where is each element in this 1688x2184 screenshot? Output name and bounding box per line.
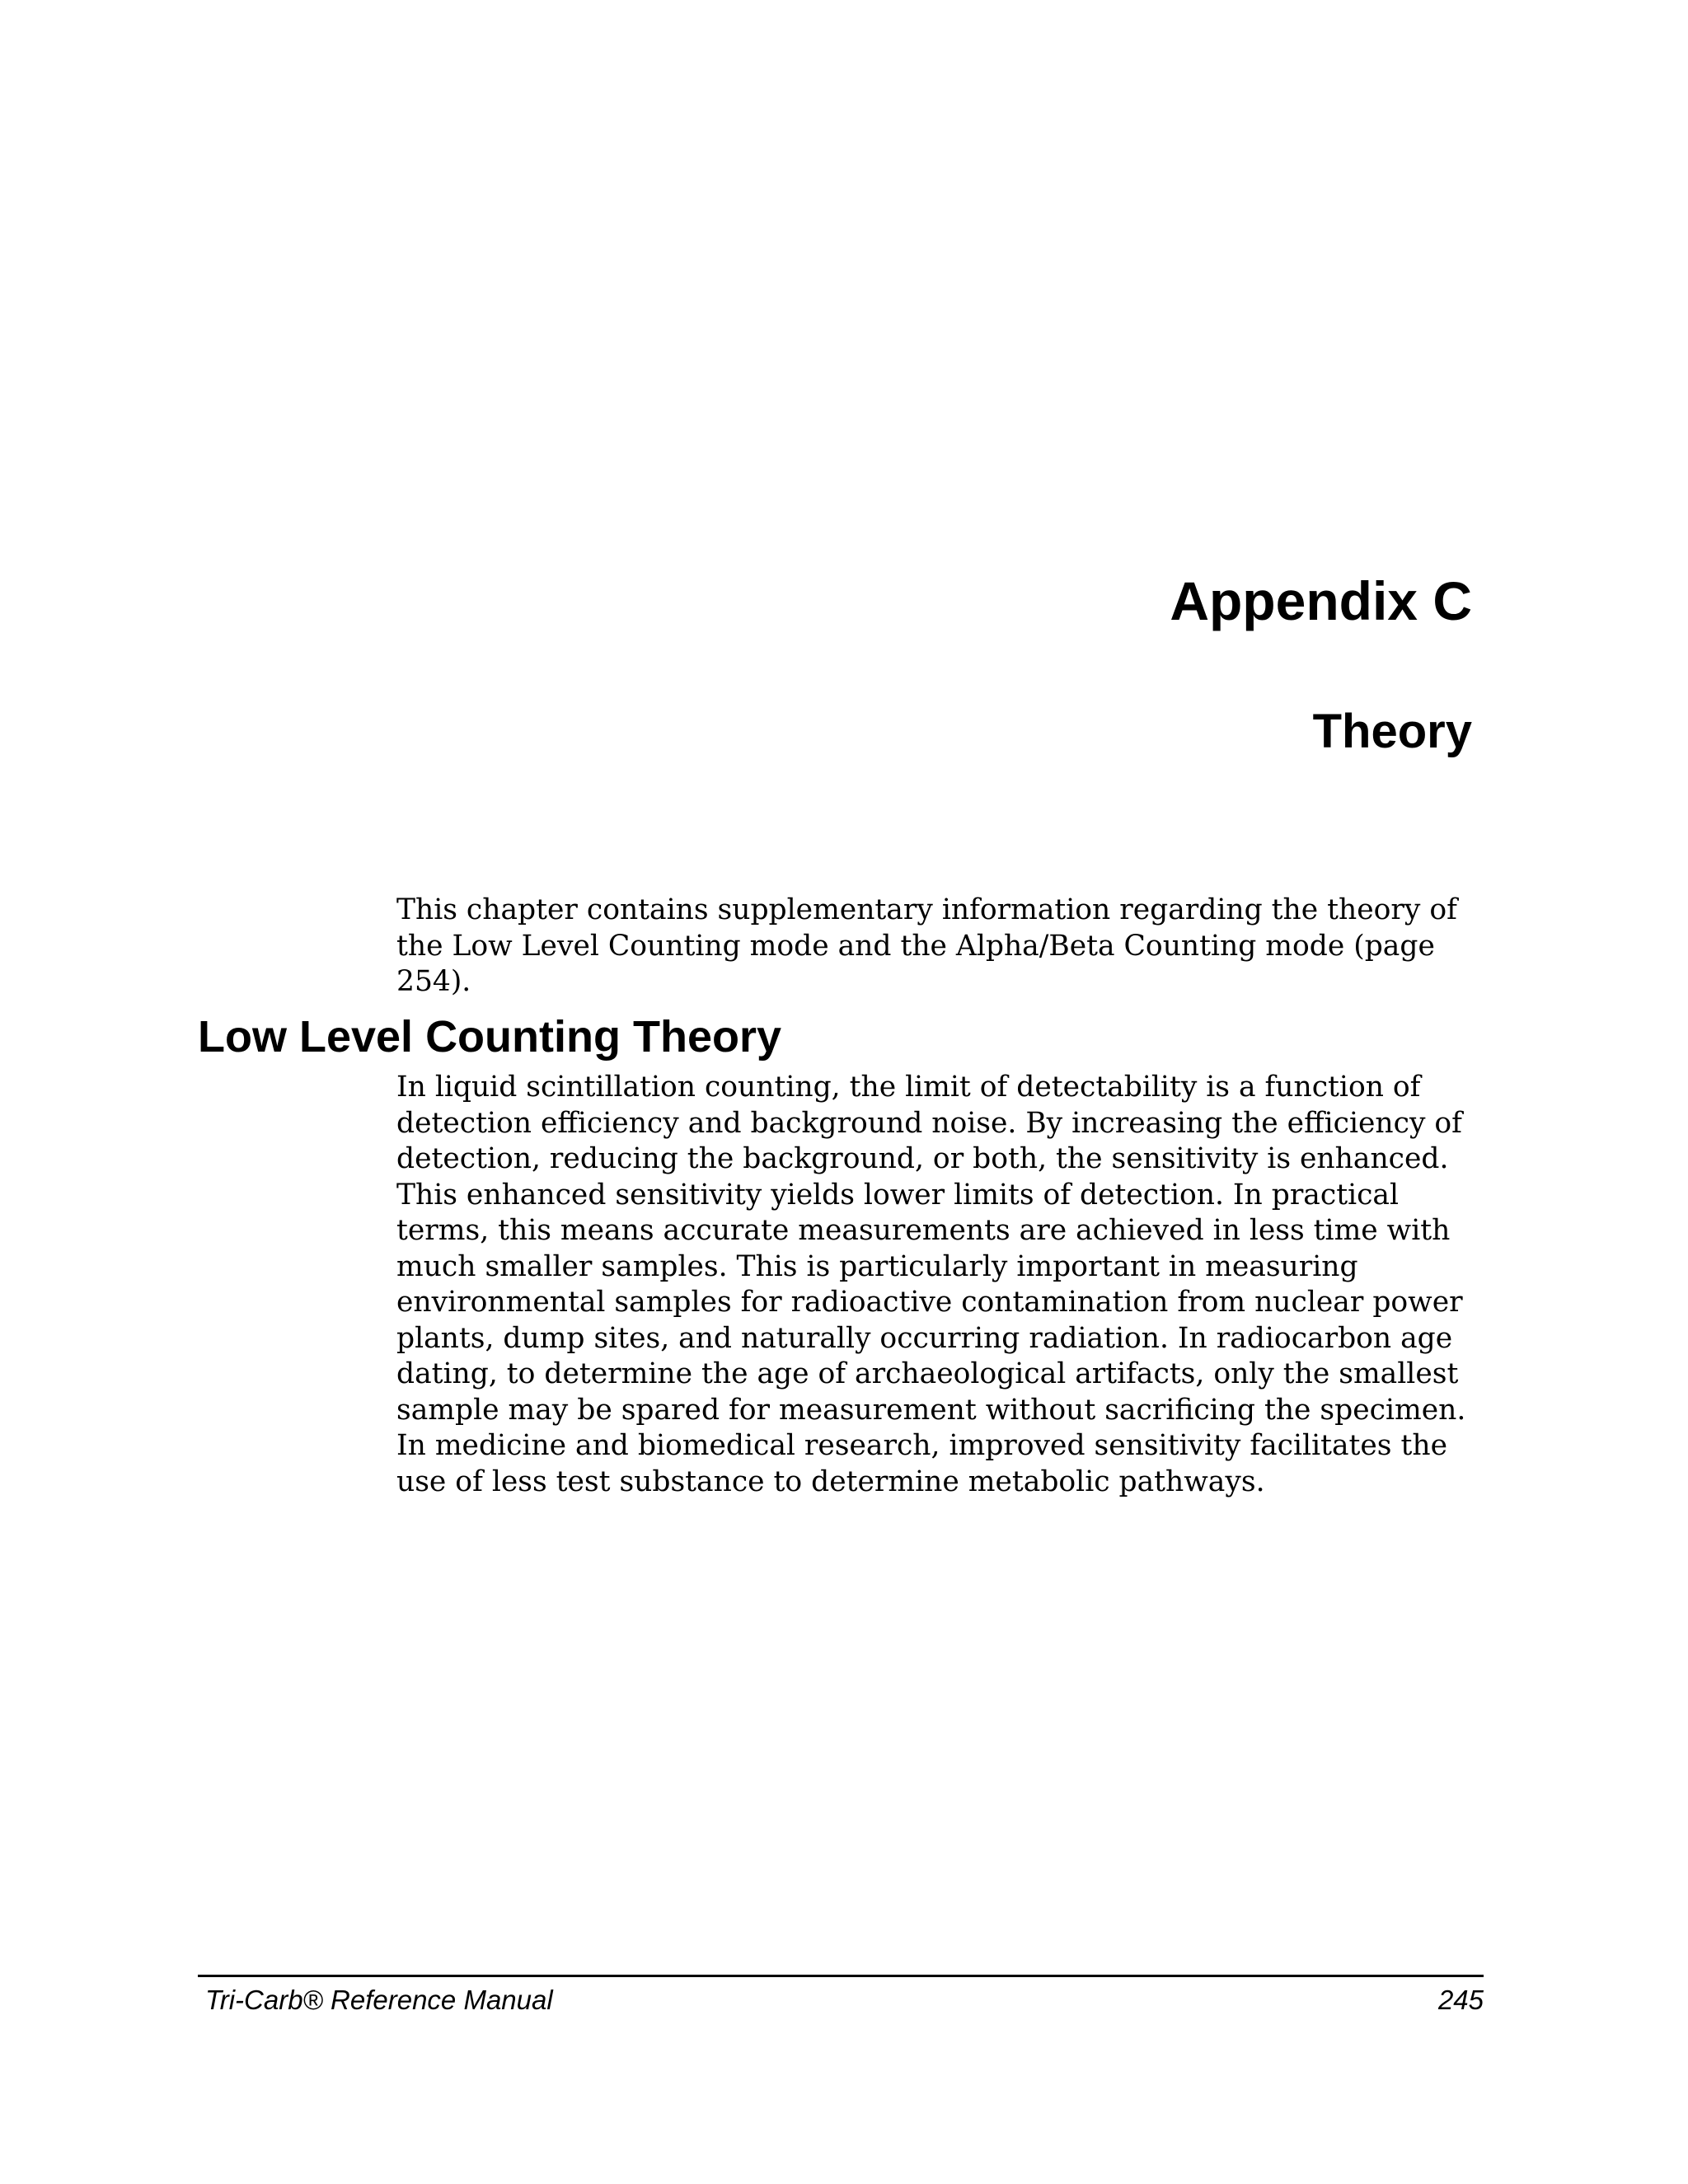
footer-divider xyxy=(198,1975,1484,1977)
section-body-paragraph: In liquid scintillation counting, the limit of detectability is a function of detection efficiency and background noise. By increasing the efficiency of detection, reducing the background, or both, the sensitivity is enhanced. This enhanced sensitivity yields lower limits of detection. In practical terms, this means accurate measurements are achieved in less time with much smaller samples. This is particularly important in measuring environmental samples for radioactive contamination from nuclear power plants, dump sites, and naturally occurring radiation. In radiocarbon age dating, to determine the age of archaeological artifacts, only the smallest sample may be spared for measurement without sacrificing the specimen. In medicine and biomedical research, improved sensitivity facilitates the use of less test substance to determine metabolic pathways. xyxy=(396,1071,1466,1498)
intro-paragraph: This chapter contains supplementary information regarding the theory of the Low Level Counting mode and the Alpha/Beta Counting mode (page 254). xyxy=(396,893,1457,998)
chapter-title: Theory xyxy=(1312,705,1472,758)
appendix-title: Appendix C xyxy=(1170,570,1472,631)
footer-page-number: 245 xyxy=(1437,1985,1484,2015)
section-heading: Low Level Counting Theory xyxy=(198,1012,782,1062)
footer-manual-title: Tri-Carb® Reference Manual xyxy=(205,1985,553,2015)
